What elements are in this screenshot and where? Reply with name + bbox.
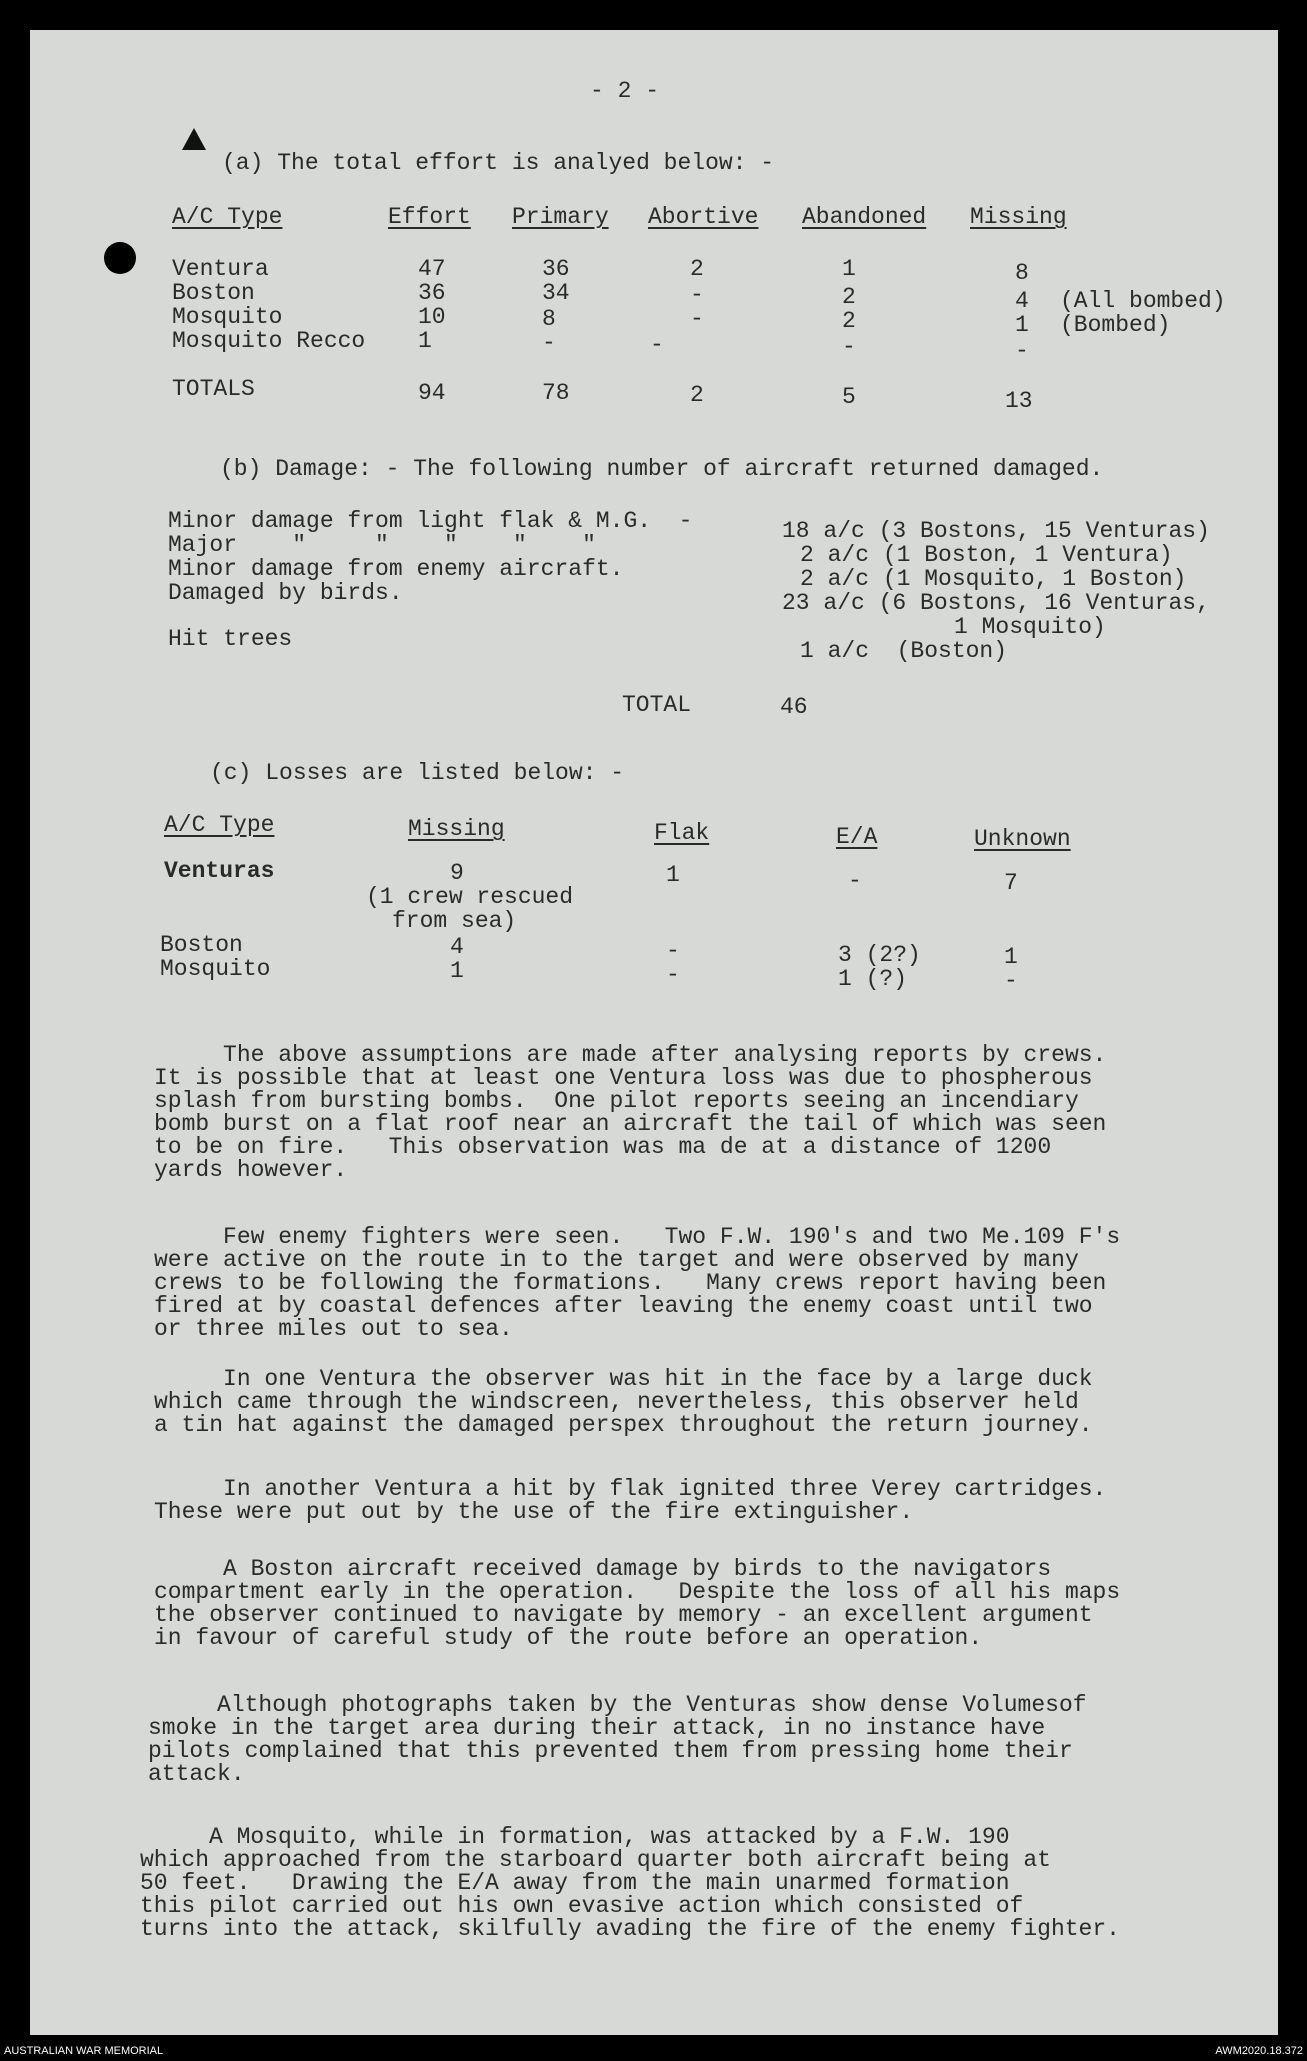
damage-value: 1 Mosquito) bbox=[954, 614, 1106, 640]
footer-source: AUSTRALIAN WAR MEMORIAL bbox=[4, 2045, 164, 2057]
paragraph-line: bomb burst on a flat roof near an aircraft the tail of which was seen bbox=[154, 1111, 1107, 1137]
cell-type: Mosquito bbox=[160, 956, 271, 982]
cell-ea: 3 (2?) bbox=[838, 942, 921, 968]
paragraph-line: In one Ventura the observer was hit in the face by a large duck bbox=[154, 1366, 1093, 1392]
cell-note: (Bombed) bbox=[1060, 312, 1171, 338]
cell-effort: 47 bbox=[418, 256, 446, 282]
damage-total-value: 46 bbox=[780, 694, 808, 720]
paragraph-line: compartment early in the operation. Despite the loss of all his maps bbox=[154, 1579, 1121, 1605]
cell-primary: 8 bbox=[542, 306, 556, 332]
cell-type: Venturas bbox=[164, 858, 275, 884]
col-header-flak: Flak bbox=[654, 820, 710, 846]
cell-abandoned: 2 bbox=[842, 284, 856, 310]
damage-label: Damaged by birds. bbox=[168, 580, 403, 606]
damage-value: 18 a/c (3 Bostons, 15 Venturas) bbox=[782, 518, 1210, 544]
paragraph-line: In another Ventura a hit by flak ignited three Verey cartridges. bbox=[154, 1476, 1107, 1502]
totals-effort: 94 bbox=[418, 380, 446, 406]
cell-ea: 1 (?) bbox=[838, 966, 908, 992]
paragraph-line: crews to be following the formations. Many crews report having been bbox=[154, 1270, 1107, 1296]
damage-label: Minor damage from enemy aircraft. bbox=[168, 556, 624, 582]
paragraph-line: which came through the windscreen, nevertheless, this observer held bbox=[154, 1389, 1079, 1415]
cell-unknown: 7 bbox=[1004, 870, 1018, 896]
section-c-heading: (c) Losses are listed below: - bbox=[210, 760, 625, 786]
cell-missing: 4 bbox=[1015, 288, 1029, 314]
col-header-abandoned: Abandoned bbox=[802, 204, 927, 230]
cell-note: (All bombed) bbox=[1060, 288, 1226, 314]
cell-effort: 36 bbox=[418, 280, 446, 306]
col-header-ea: E/A bbox=[836, 824, 878, 850]
damage-value: 2 a/c (1 Boston, 1 Ventura) bbox=[800, 542, 1173, 568]
cell-unknown: - bbox=[1004, 968, 1018, 994]
cell-missing-note: from sea) bbox=[392, 908, 517, 934]
paragraph-line: splash from bursting bombs. One pilot reports seeing an incendiary bbox=[154, 1088, 1079, 1114]
col-header-unknown: Unknown bbox=[974, 826, 1071, 852]
cell-effort: 1 bbox=[418, 328, 432, 354]
paragraph-line: It is possible that at least one Ventura loss was due to phospherous bbox=[154, 1065, 1093, 1091]
section-a-heading: (a) The total effort is analyed below: - bbox=[222, 150, 775, 176]
paragraph-line: Although photographs taken by the Venturas show dense Volumesof bbox=[148, 1692, 1087, 1718]
col-header-missing: Missing bbox=[970, 204, 1067, 230]
col-header-ac-type: A/C Type bbox=[172, 204, 283, 230]
cell-missing: - bbox=[1015, 338, 1029, 364]
cell-ea: - bbox=[848, 868, 862, 894]
cell-type: Boston bbox=[172, 280, 255, 306]
torn-corner bbox=[182, 128, 206, 150]
punch-hole bbox=[104, 242, 136, 274]
paragraph-line: The above assumptions are made after analysing reports by crews. bbox=[154, 1042, 1107, 1068]
paragraph-line: pilots complained that this prevented them from pressing home their bbox=[148, 1738, 1073, 1764]
paragraph-line: a tin hat against the damaged perspex throughout the return journey. bbox=[154, 1412, 1093, 1438]
paragraph-line: were active on the route in to the target and were observed by many bbox=[154, 1247, 1079, 1273]
paragraph-line: A Mosquito, while in formation, was attacked by a F.W. 190 bbox=[140, 1824, 1010, 1850]
document-page bbox=[30, 30, 1278, 2035]
paragraph-line: or three miles out to sea. bbox=[154, 1316, 513, 1342]
cell-unknown: 1 bbox=[1004, 944, 1018, 970]
section-b-heading: (b) Damage: - The following number of aircraft returned damaged. bbox=[220, 456, 1104, 482]
cell-primary: 36 bbox=[542, 256, 570, 282]
cell-abortive: - bbox=[690, 306, 704, 332]
cell-effort: 10 bbox=[418, 304, 446, 330]
cell-flak: - bbox=[666, 938, 680, 964]
cell-flak: - bbox=[666, 962, 680, 988]
paragraph-line: which approached from the starboard quarter both aircraft being at bbox=[140, 1847, 1051, 1873]
damage-value: 2 a/c (1 Mosquito, 1 Boston) bbox=[800, 566, 1187, 592]
totals-abandoned: 5 bbox=[842, 384, 856, 410]
cell-abandoned: 1 bbox=[842, 256, 856, 282]
paragraph-line: Few enemy fighters were seen. Two F.W. 190's and two Me.109 F's bbox=[154, 1224, 1121, 1250]
col-header-abortive: Abortive bbox=[648, 204, 759, 230]
col-header-effort: Effort bbox=[388, 204, 471, 230]
damage-label: Minor damage from light flak & M.G. - bbox=[168, 508, 693, 534]
cell-type: Ventura bbox=[172, 256, 269, 282]
paragraph-line: the observer continued to navigate by memory - an excellent argument bbox=[154, 1602, 1093, 1628]
paragraph-line: fired at by coastal defences after leaving the enemy coast until two bbox=[154, 1293, 1093, 1319]
cell-abortive: - bbox=[690, 282, 704, 308]
totals-primary: 78 bbox=[542, 380, 570, 406]
cell-abortive: 2 bbox=[690, 256, 704, 282]
paragraph-line: yards however. bbox=[154, 1157, 348, 1183]
cell-missing-note: (1 crew rescued bbox=[366, 884, 574, 910]
paragraph-line: to be on fire. This observation was ma de at a distance of 1200 bbox=[154, 1134, 1052, 1160]
damage-value: 1 a/c (Boston) bbox=[800, 638, 1008, 664]
damage-value: 23 a/c (6 Bostons, 16 Venturas, bbox=[782, 590, 1210, 616]
paragraph-line: A Boston aircraft received damage by birds to the navigators bbox=[154, 1556, 1052, 1582]
paragraph-line: in favour of careful study of the route before an operation. bbox=[154, 1625, 983, 1651]
col-header-primary: Primary bbox=[512, 204, 609, 230]
damage-total-label: TOTAL bbox=[622, 692, 692, 718]
footer-accession: AWM2020.18.372 bbox=[1215, 2045, 1303, 2057]
col-header-missing: Missing bbox=[408, 816, 505, 842]
paragraph-line: These were put out by the use of the fire extinguisher. bbox=[154, 1499, 914, 1525]
cell-type: Mosquito bbox=[172, 304, 283, 330]
paragraph-line: smoke in the target area during their attack, in no instance have bbox=[148, 1715, 1046, 1741]
cell-primary: - bbox=[542, 330, 556, 356]
col-header-ac-type: A/C Type bbox=[164, 812, 275, 838]
cell-abortive: - bbox=[650, 332, 664, 358]
cell-primary: 34 bbox=[542, 280, 570, 306]
paragraph-line: turns into the attack, skilfully avading the fire of the enemy fighter. bbox=[140, 1916, 1120, 1942]
page-number: - 2 - bbox=[590, 78, 660, 104]
paragraph-line: attack. bbox=[148, 1761, 245, 1787]
cell-missing: 1 bbox=[1015, 312, 1029, 338]
totals-abortive: 2 bbox=[690, 382, 704, 408]
paragraph-line: this pilot carried out his own evasive action which consisted of bbox=[140, 1893, 1024, 1919]
totals-label: TOTALS bbox=[172, 376, 255, 402]
cell-missing: 9 bbox=[450, 860, 464, 886]
cell-abandoned: 2 bbox=[842, 308, 856, 334]
paragraph-line: 50 feet. Drawing the E/A away from the main unarmed formation bbox=[140, 1870, 1010, 1896]
cell-flak: 1 bbox=[666, 862, 680, 888]
cell-missing: 4 bbox=[450, 934, 464, 960]
cell-type: Boston bbox=[160, 932, 243, 958]
totals-missing: 13 bbox=[1005, 388, 1033, 414]
damage-label: Hit trees bbox=[168, 626, 293, 652]
cell-abandoned: - bbox=[842, 334, 856, 360]
cell-missing: 8 bbox=[1015, 260, 1029, 286]
damage-label: Major " " " " " bbox=[168, 532, 596, 558]
cell-type: Mosquito Recco bbox=[172, 328, 366, 354]
cell-missing: 1 bbox=[450, 958, 464, 984]
